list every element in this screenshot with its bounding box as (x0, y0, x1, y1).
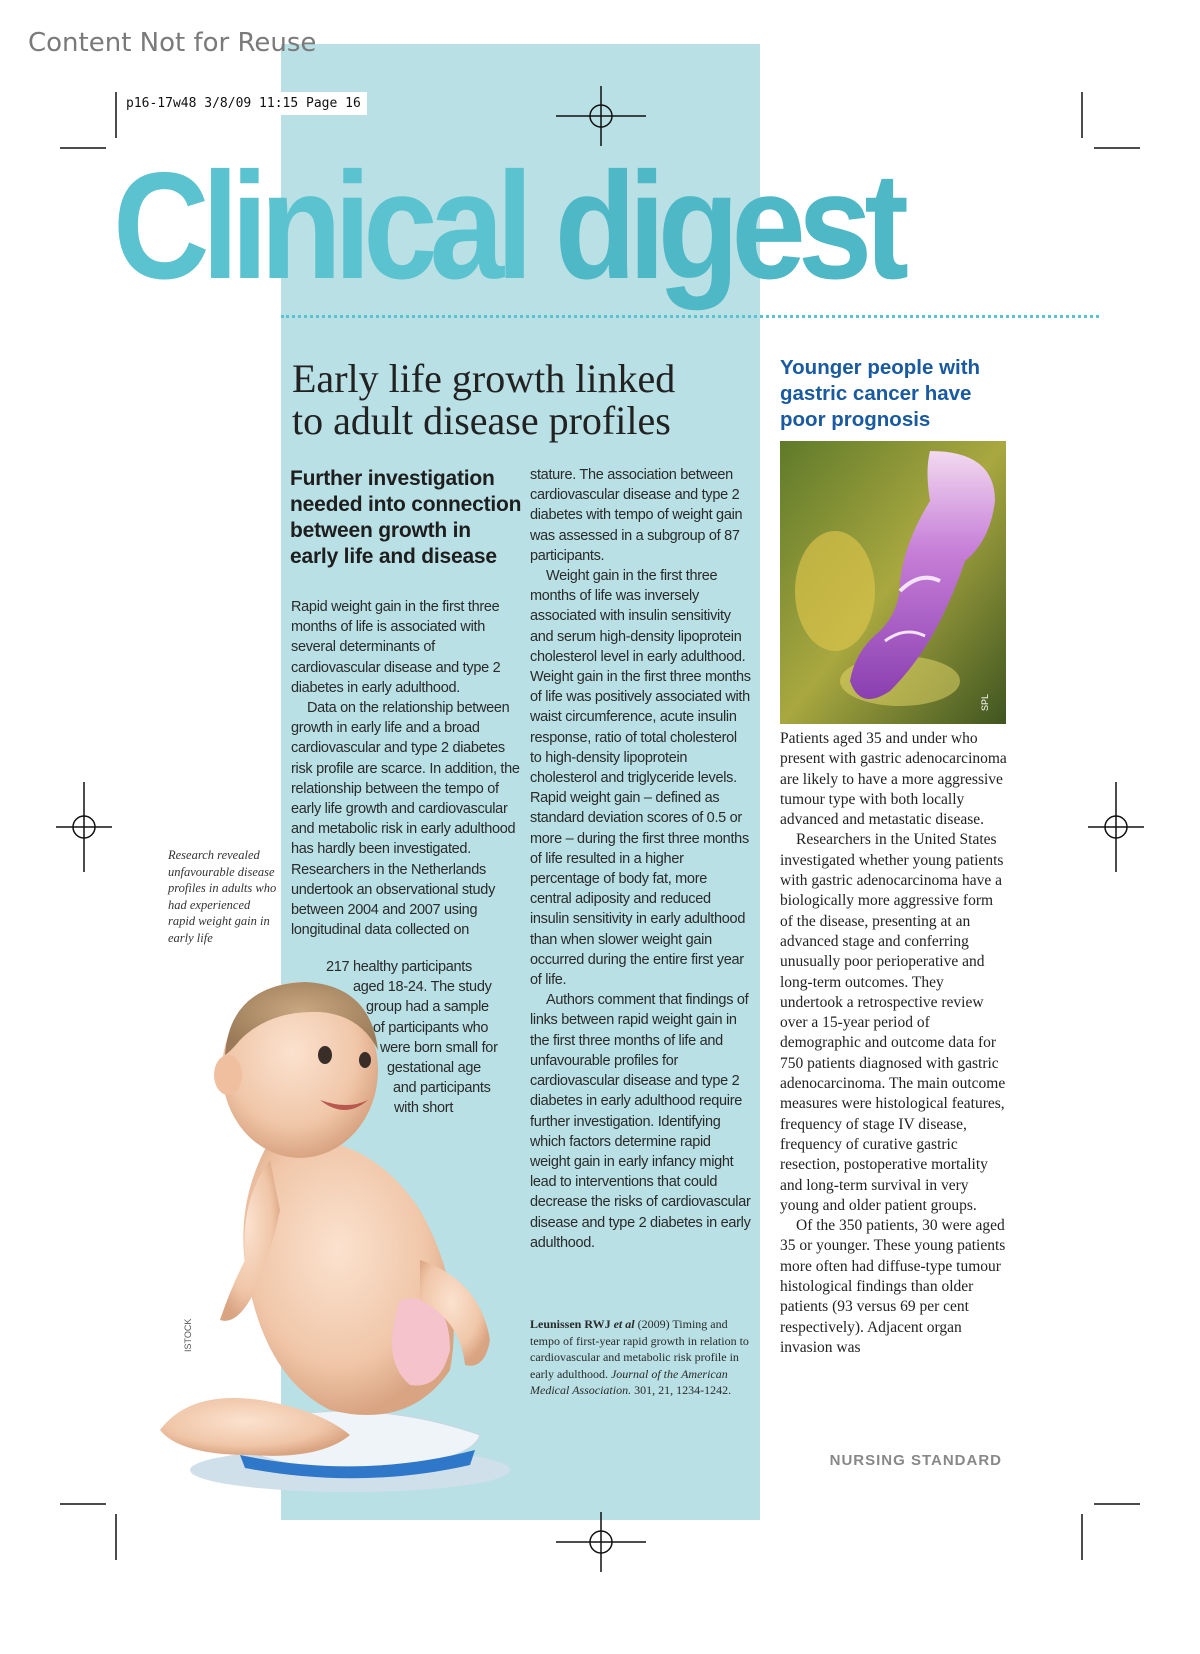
registration-target-icon (556, 86, 646, 146)
registration-target-icon (1088, 782, 1144, 872)
reference-journal: Journal of the American Medical Association. (530, 1366, 728, 1397)
registration-target-icon (556, 1512, 646, 1572)
side-paragraph: Of the 350 patients, 30 were aged 35 or younger. These young patients more often had diffuse-type tumour histological findings than older patients (93 versus 69 per cent respectively). Adjacent organ invasion was (780, 1217, 1006, 1356)
gastric-scan-image (780, 441, 1006, 724)
article-reference (530, 1316, 752, 1399)
reference-text: (2009) Timing and tempo of first-year rapid growth in relation to cardiovascular and metabolic risk profile in early adulthood. (530, 1317, 749, 1381)
side-paragraph: Researchers in the United States investigated whether young patients with gastric adenocarcinoma have a biologically more aggressive form of the disease, presenting at an advanced stage and conferring unusually poor perioperative and long-term outcomes. They undertook a retrospective review over a 15-year period of demographic and outcome data for 750 patients diagnosed with gastric adenocarcinoma. The main outcome measures were histological features, frequency of stage IV disease, frequency of curative gastric resection, postoperative mortality and long-term survival in very young and older patient groups. (780, 831, 1006, 1214)
wrap-line: with short (394, 1100, 454, 1117)
side-paragraph: Patients aged 35 and under who present with gastric adenocarcinoma are likely to have a more aggressive tumour type with both locally advanced and metastatic disease. (780, 730, 1007, 829)
wrap-line: of participants who (373, 1019, 489, 1036)
dotted-divider (281, 315, 1099, 318)
wrap-line: 217 healthy participants (326, 959, 472, 975)
article-paragraph: Authors comment that findings of links between rapid weight gain in the first three months of life and unfavourable profiles for cardiovascular disease and type 2 diabetes in early adulthood require further investigation. Identifying which factors determine rapid weight gain in early infancy might lead to interventions that could decrease the risks of cardiovascular disease and type 2 diabetes in early adulthood. (530, 992, 751, 1251)
article-paragraph: Rapid weight gain in the first three months of life is associated with several determinants of cardiovascular disease and type 2 diabetes in early adulthood. (291, 599, 501, 696)
wrap-line: aged 18-24. The study (353, 979, 492, 996)
section-title-part2: digest (554, 141, 902, 311)
baby-photo (120, 960, 540, 1520)
article-paragraph: Weight gain in the first three months of life was inversely associated with insulin sensitivity and serum high-density lipoprotein cholesterol level in early adulthood. Weight gain in the first three months of life was positively associated with waist circumference, acute insulin response, ratio of total cholesterol to high-density lipoprotein cholesterol and triglyceride levels. Rapid weight gain – defined as standard deviation scores of 0.5 or more – during the first three months of life resulted in a higher percentage of body fat, more central adiposity and reduced insulin sensitivity in early adulthood than when slower weight gain occurred during the entire first year of life. (530, 568, 751, 989)
headline-line-2: to adult disease profiles (292, 398, 671, 443)
main-headline (292, 358, 732, 442)
article-paragraph: Data on the relationship between growth in early life and a broad cardiovascular and type 2 diabetes risk profile are scarce. In addition, the relationship between the tempo of early life growth and cardiovascular and metabolic risk in early adulthood has hardly been investigated. Researchers in the Netherlands undertook an observational study between 2004 and 2007 using longitudinal data collected on (291, 700, 520, 939)
article-paragraph: stature. The association between cardiovascular disease and type 2 diabetes with tempo of weight gain was assessed in a subgroup of 87 participants. (530, 467, 743, 564)
headline-line-1: Early life growth linked (292, 356, 676, 401)
wrap-line: gestational age (387, 1060, 481, 1077)
print-slug: p16-17w48 3/8/09 11:15 Page 16 (120, 92, 367, 115)
side-article-body (780, 729, 1008, 1358)
image-credit: SPL (980, 693, 990, 711)
main-subhead: Further investigation needed into connection between growth in early life and disease (290, 467, 522, 568)
wrap-line: and participants (393, 1080, 491, 1097)
section-title-part1: Clinical (113, 141, 555, 311)
article-column-1 (291, 597, 523, 940)
footer-brand: NURSING STANDARD (829, 1452, 1002, 1469)
photo-credit: ISTOCK (183, 1318, 193, 1352)
registration-target-icon (56, 782, 112, 872)
article-column-2 (530, 465, 752, 1253)
photo-caption: Research revealed unfavourable disease profiles in adults who had experienced rapid weight gain in early life (168, 848, 277, 945)
wrap-line: group had a sample (366, 999, 489, 1016)
reference-authors: Leunissen RWJ (530, 1317, 614, 1331)
wrap-line: were born small for (380, 1039, 498, 1056)
reference-etal: et al (613, 1317, 635, 1331)
reference-tail: 301, 21, 1234-1242. (631, 1383, 732, 1397)
section-title (113, 141, 902, 311)
watermark-text: Content Not for Reuse (28, 28, 317, 58)
side-article-headline: Younger people with gastric cancer have poor prognosis (780, 356, 981, 431)
